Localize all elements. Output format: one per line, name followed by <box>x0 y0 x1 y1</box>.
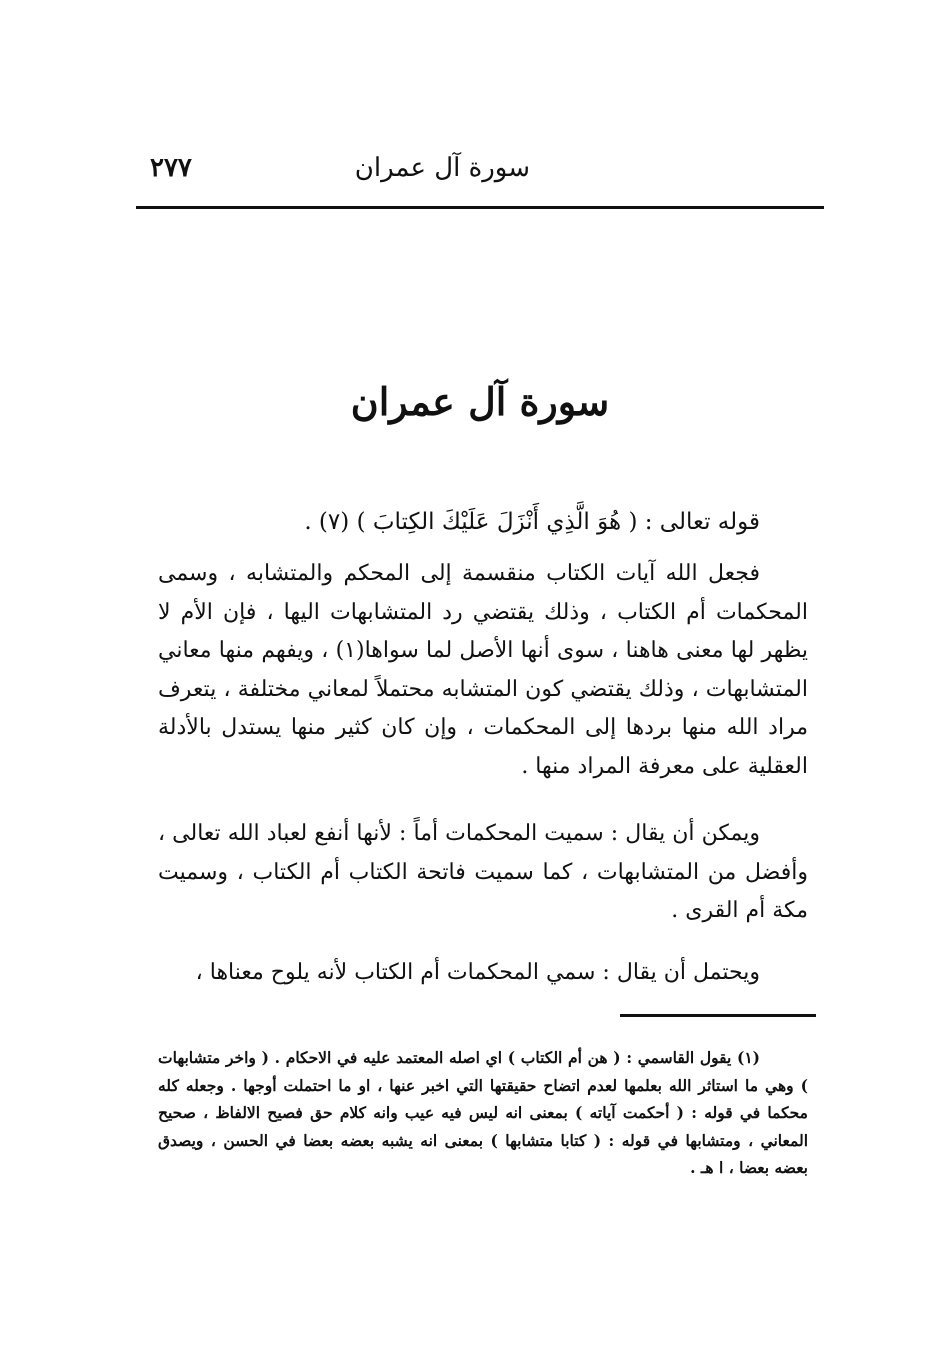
paragraph-3: ويحتمل أن يقال : سمي المحكمات أم الكتاب لأنه يلوح معناها ، <box>195 960 760 985</box>
paragraph-2: ويمكن أن يقال : سميت المحكمات أماً : لأنها أنفع لعباد الله تعالى ، وأفضل من المتشابهات ، كما سميت فاتحة الكتاب أم الكتاب ، وسميت مكة أم القرى . <box>158 821 808 924</box>
running-header <box>140 148 820 188</box>
footnote-divider <box>620 1014 816 1017</box>
surah-title: سورة آل عمران <box>350 379 610 424</box>
footnote: (١) يقول القاسمي : ( هن أم الكتاب ) اي اصله المعتمد عليه في الاحكام . ( واخر متشابهات ) وهي ما استاثر الله بعلمها لعدم اتضاح حقيقتها التي اخبر عنها ، او ما احتملت أوجها . وجعله كله محكما في قوله : ( أحكمت آياته ) بمعنى انه ليس فيه عيب وانه كلام حق فصيح الالفاظ ، صحيح المعاني ، ومتشابها في قوله : ( كتابا متشابها ) بمعنى انه يشبه بعضه بعضا في الحسن ، ويصدق بعضه بعضا ، ا هـ . <box>158 1048 808 1177</box>
running-title: سورة آل عمران <box>354 153 530 183</box>
page-number: ٢٧٧ <box>150 153 192 183</box>
verse-quotation: قوله تعالى : ( هُوَ الَّذِي أَنْزَلَ عَلَيْكَ الكِتابَ ) (٧) . <box>304 509 760 535</box>
header-divider <box>136 206 824 209</box>
paragraph-1: فجعل الله آيات الكتاب منقسمة إلى المحكم والمتشابه ، وسمى المحكمات أم الكتاب ، وذلك يقتضي رد المتشابهات اليها ، فإن الأم لا يظهر لها معنى هاهنا ، سوى أنها الأصل لما سواها(١) ، ويفهم منها معاني المتشابهات ، وذلك يقتضي كون المتشابه محتملاً لمعاني مختلفة ، يتعرف مراد الله منها بردها إلى المحكمات ، وإن كان كثير منها يستدل بالأدلة العقلية على معرفة المراد منها . <box>158 561 808 779</box>
